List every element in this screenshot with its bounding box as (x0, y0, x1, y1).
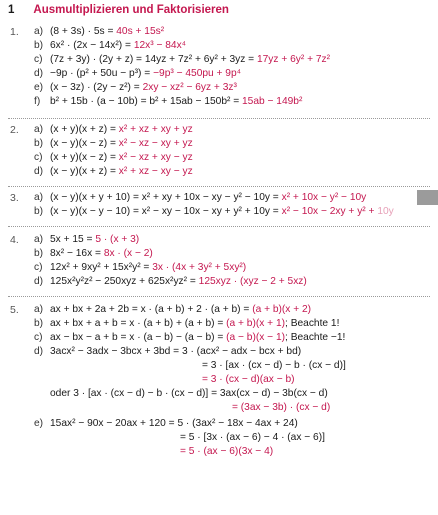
exercise-2b: b) (x − y)(x − z) = x² − xz − xy + yz (34, 138, 193, 149)
exercise-5d-alternative: oder 3 · [ax · (cx − d) − b · (cx − d)] = 3ax(cx − d) − 3b(cx − d) (50, 388, 328, 399)
divider (8, 226, 430, 227)
exercise-5d-step2: = 3 · [ax · (cx − d) − b · (cx − d)] (202, 360, 346, 371)
exercise-1b: b) 6x² · (2x − 14x²) = 12x³ − 84x⁴ (34, 40, 187, 51)
exercise-5e-step2: = 5 · [3x · (ax − 6) − 4 · (ax − 6)] (180, 432, 325, 443)
chapter-title: Ausmultiplizieren und Faktorisieren (33, 4, 229, 16)
exercise-4d: d) 125x²y²z² − 250xyz + 625x²yz² = 125xyz · (xyz − 2 + 5xz) (34, 276, 307, 287)
exercise-3a: a) (x − y)(x + y + 10) = x² + xy + 10x − xy − y² − 10y = x² + 10x − y² − 10y (34, 192, 367, 203)
exercise-1a: a) (8 + 3s) · 5s = 40s + 15s² (34, 26, 165, 37)
exercise-number: 4. (10, 234, 19, 246)
exercise-5b: b) ax + bx + a + b = x · (a + b) + (a + b) = (a + b)(x + 1); Beachte 1! (34, 318, 340, 329)
exercise-5e-step3: = 5 · (ax − 6)(3x − 4) (180, 446, 274, 457)
exercise-number: 1. (10, 26, 19, 38)
exercise-3b: b) (x − y)(x − y − 10) = x² − xy − 10x − xy + y² + 10y = x² − 10x − 2xy + y² + 10y (34, 206, 394, 217)
exercise-1d: d) −9p · (p² + 50u − p³) = −9p³ − 450pu + 9p⁴ (34, 68, 242, 79)
divider (8, 296, 430, 297)
divider (8, 118, 430, 119)
exercise-2a: a) (x + y)(x + z) = x² + xz + xy + yz (34, 124, 193, 135)
exercise-4c: c) 12x² + 9xy² + 15x²y² = 3x · (4x + 3y² + 5xy²) (34, 262, 247, 273)
exercise-1c: c) (7z + 3y) · (2y + z) = 14yz + 7z² + 6y² + 3yz = 17yz + 6y² + 7z² (34, 54, 331, 65)
page-title (8, 4, 229, 16)
exercise-4b: b) 8x² − 16x = 8x · (x − 2) (34, 248, 153, 259)
exercise-number: 3. (10, 192, 19, 204)
exercise-5a: a) ax + bx + 2a + 2b = x · (a + b) + 2 · (a + b) = (a + b)(x + 2) (34, 304, 312, 315)
exercise-5d-step5: = (3ax − 3b) · (cx − d) (232, 402, 331, 413)
exercise-5d-step1: d) 3acx² − 3adx − 3bcx + 3bd = 3 · (acx² − adx − bcx + bd) (34, 346, 302, 357)
exercise-number: 2. (10, 124, 19, 136)
exercise-4a: a) 5x + 15 = 5 · (x + 3) (34, 234, 140, 245)
divider (8, 186, 430, 187)
exercise-1f: f) b² + 15b · (a − 10b) = b² + 15ab − 150b² = 15ab − 149b² (34, 96, 303, 107)
exercise-5c: c) ax − bx − a + b = x · (a − b) − (a − b) = (a − b)(x − 1); Beachte −1! (34, 332, 346, 343)
page-edge-marker (417, 190, 438, 205)
chapter-number: 1 (8, 4, 15, 16)
exercise-number: 5. (10, 304, 19, 316)
exercise-5d-step3: = 3 · (cx − d)(ax − b) (202, 374, 295, 385)
exercise-5e-step1: e) 15ax² − 90x − 20ax + 120 = 5 · (3ax² − 18x − 4ax + 24) (34, 418, 298, 429)
exercise-2d: d) (x − y)(x + z) = x² + xz − xy − yz (34, 166, 193, 177)
exercise-1e: e) (x − 3z) · (2y − z²) = 2xy − xz² − 6yz + 3z³ (34, 82, 237, 93)
exercise-2c: c) (x + y)(x − z) = x² − xz + xy − yz (34, 152, 193, 163)
